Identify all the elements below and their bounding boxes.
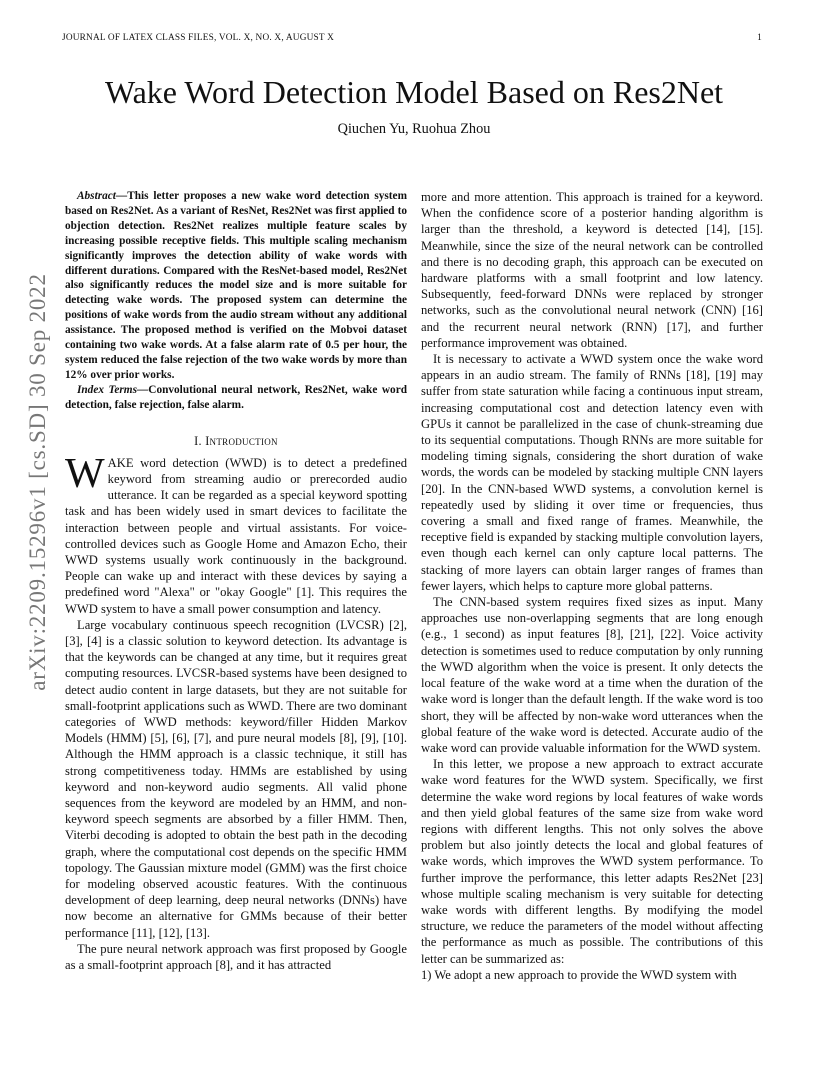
- index-terms-label: Index Terms—: [77, 383, 149, 396]
- paragraph-6: In this letter, we propose a new approach to extract accurate wake word features for the WWD system. Specifically, we first determine the wake word regions by local features of wake words and then yield global features of the same size from wake word regions with different lengths. This not only solves the above problem but also jointly detects the local and global features of wake words, which improves the WWD system performance. To further improve the performance, this letter adapts Res2Net [23] whose multiple scaling mechanism is very suitable for detecting wake words with different lengths. By modifying the model structure, we reduce the parameters of the model without affecting the performance as much as possible. The contributions of this letter can be summarized as:: [421, 757, 763, 966]
- index-terms-text: Convolutional neural network, Res2Net, wake word detection, false rejection, false alarm.: [65, 383, 407, 411]
- arxiv-identifier: arXiv:2209.15296v1 [cs.SD] 30 Sep 2022: [25, 273, 50, 691]
- section-heading: [65, 433, 407, 449]
- paragraph-3: The pure neural network approach was first proposed by Google as a small-footprint approach [8], and it has attracted: [65, 941, 407, 973]
- index-terms: [65, 383, 407, 413]
- right-column: [421, 189, 763, 983]
- page-number: 1: [757, 33, 762, 43]
- paragraph-1-text: AKE word detection (WWD) is to detect a predefined keyword from streaming audio or prerecorded audio utterance. It can be regarded as a special keyword spotting task and has been widely used in smart devices to facilitate the interaction between people and virtual assistants. For voice-controlled devices such as Google Home and Amazon Echo, their WWD systems usually work continuously in the background. People can wake up and interact with these devices by saying a predefined word "Alexa" or "okay Google" [1]. This requires the WWD system to have a small power consumption and latency.: [65, 455, 407, 616]
- abstract-text: This letter proposes a new wake word detection system based on Res2Net. As a variant of ResNet, Res2Net was first applied to objection detection. Res2Net realizes multiple feature scales by increasing possible receptive fields. This multiple scaling mechanism significantly improves the detection ability of wake words with different durations. Compared with the ResNet-based model, Res2Net also significantly reduces the model size and is more suitable for detecting wake words. The proposed system can determine the positions of wake words from the audio stream without any additional assistance. The proposed method is verified on the Mobvoi dataset containing two wake words. At a false alarm rate of 0.5 per hour, the system reduced the false rejection of the two wake words by more than 12% over prior works.: [65, 190, 407, 381]
- paragraph-4: It is necessary to activate a WWD system once the wake word appears in an audio stream. The family of RNNs [18], [19] may suffer from state saturation while facing a continuous input stream, increasing computational cost and detection latency even with GPUs it cannot be parallelized in the case of chunk-streaming due to its sequential computations. Though RNNs are more suitable for modeling timing signals, considering the short duration of wake words, the words can be modeled by stacking multiple CNN layers [20]. In the CNN-based WWD systems, a convolution kernel is repeatedly used by sliding it over time or frequencies, thus covering a small and fixed range of frames. Meanwhile, the receptive field is expanded by stacking multiple convolution layers, even though each kernel can only capture local patterns. The stacking of more layers can obtain larger ranges of frames than fewer layers, which helps to capture more global patterns.: [421, 352, 763, 593]
- paper-authors: Qiuchen Yu, Ruohua Zhou: [337, 121, 491, 137]
- paragraph-1: [65, 450, 407, 617]
- left-column: [65, 189, 407, 973]
- paragraph-2: Large vocabulary continuous speech recognition (LVCSR) [2], [3], [4] is a classic solution to keyword detection. Its advantage is that the keywords can be changed at any time, but it requires great computing resources. LVCSR-based systems have been designed to detect audio content in large datasets, but they are not suitable for small-footprint applications such as WWD. There are two dominant categories of WWD methods: keyword/filler Hidden Markov Models (HMM) [5], [6], [7], and pure neural models [8], [9], [10]. Although the HMM approach is a classic technique, it still has strong competitiveness today. HMMs are established by using keyword and non-keyword audio segments. All valid phone sequences from the keyword are modeled by an HMM, and non-keyword speech segments are absorbed by a filler HMM. Then, Viterbi decoding is adopted to obtain the best path in the decoding graph, where the computational cost depends on the specific HMM topology. The Gaussian mixture model (GMM) was the first choice for modeling observed acoustic features. With the continuous development of deep learning, deep neural networks (DNNs) have now become an alternative for GMMs because of their better performance [11], [12], [13].: [65, 617, 407, 940]
- paragraph-3-continued: more and more attention. This approach is trained for a keyword. When the confidence score of a posterior handing algorithm is larger than the threshold, a keyword is detected [14], [15]. Meanwhile, since the size of the neural network can be controlled and there is no decoding graph, this approach can be executed on hardware platforms with a small footprint and low latency. Subsequently, feed-forward DNNs were replaced by stronger networks, such as the convolutional neural network (CNN) [16] and the recurrent neural network (RNN) [17], and further performance improvement was obtained.: [421, 190, 763, 350]
- drop-cap: W: [65, 450, 105, 497]
- paragraph-7: 1) We adopt a new approach to provide the WWD system with: [421, 967, 737, 982]
- paragraph-5: The CNN-based system requires fixed sizes as input. Many approaches use non-overlapping segments that are long enough (e.g., 1 second) as input features [8], [21], [22]. Voice activity detection is sometimes used to reduce computation by only running the WWD algorithm when the voice is present. It only detects the local feature of the wake word at a time when the duration of the wake word is longer than the default length. If the wake word is too short, they will be affected by non-wake word utterances when the global feature of the wake word is detected. Accurate audio of the wake word can provide valuable information for the WWD system.: [421, 595, 763, 755]
- running-header: JOURNAL OF LATEX CLASS FILES, VOL. X, NO. X, AUGUST X: [62, 33, 335, 43]
- section-number: I.: [194, 433, 202, 448]
- paper-title: Wake Word Detection Model Based on Res2Net: [104, 74, 724, 110]
- abstract-label: Abstract—: [77, 190, 128, 202]
- section-title: Introduction: [205, 433, 278, 448]
- abstract: [65, 189, 407, 383]
